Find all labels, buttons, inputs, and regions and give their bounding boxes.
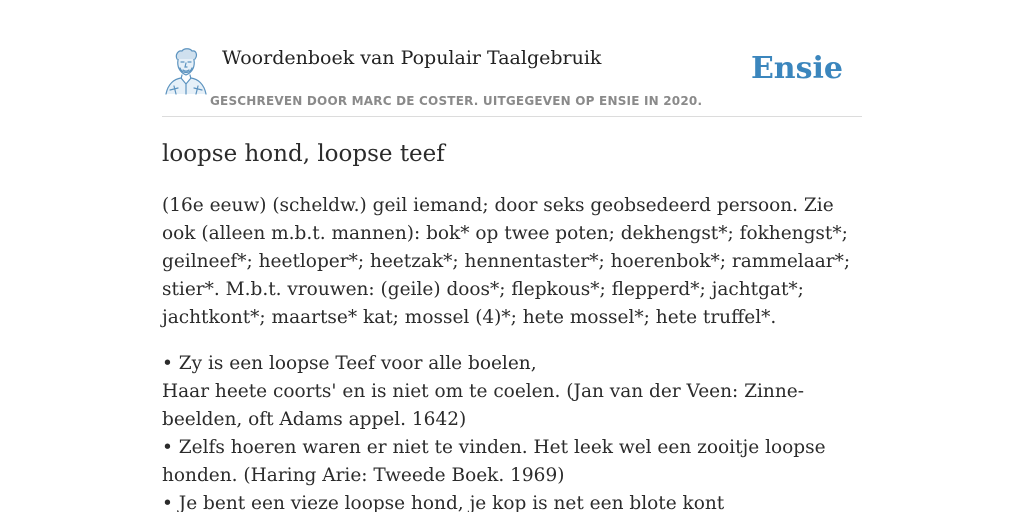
dictionary-byline: GESCHREVEN DOOR MARC DE COSTER. UITGEGEVEN OP ENSIE IN 2020. — [210, 94, 703, 108]
quote-line: • Zy is een loopse Teef voor alle boelen, — [162, 353, 537, 374]
entry-content — [162, 136, 864, 512]
quote-line: • Je bent een vieze loopse hond, je kop is net een blote kont — [162, 493, 725, 512]
quote-line: Haar heete coorts' en is niet om te coelen. (Jan van der Veen: Zinne-beelden, oft Adams appel. 1642) — [162, 381, 804, 430]
ensie-logo-link[interactable]: Ensie — [750, 51, 843, 86]
author-portrait-icon — [162, 46, 210, 96]
quote-line: • Zelfs hoeren waren er niet te vinden. Het leek wel een zooitje loopse honden. (Haring Arie: Tweede Boek. 1969) — [162, 437, 826, 486]
page-header — [162, 40, 862, 117]
entry-quotes — [162, 350, 864, 512]
entry-definition: (16e eeuw) (scheldw.) geil iemand; door seks geobsedeerd persoon. Zie ook (alleen m.b.t. mannen): bok* op twee poten; dekhengst*; fokhengst*; geilneef*; heetloper*; heetzak*; hennentaster*; hoerenbok*; rammelaar*; stier*. M.b.t. vrouwen: (geile) doos*; flepkous*; flepperd*; jachtgat*; jachtkont*; maartse* kat; mossel (4)*; hete mossel*; hete truffel*. — [162, 195, 851, 328]
entry-title: loopse hond, loopse teef — [162, 141, 445, 167]
dictionary-title[interactable]: Woordenboek van Populair Taalgebruik — [222, 47, 602, 69]
